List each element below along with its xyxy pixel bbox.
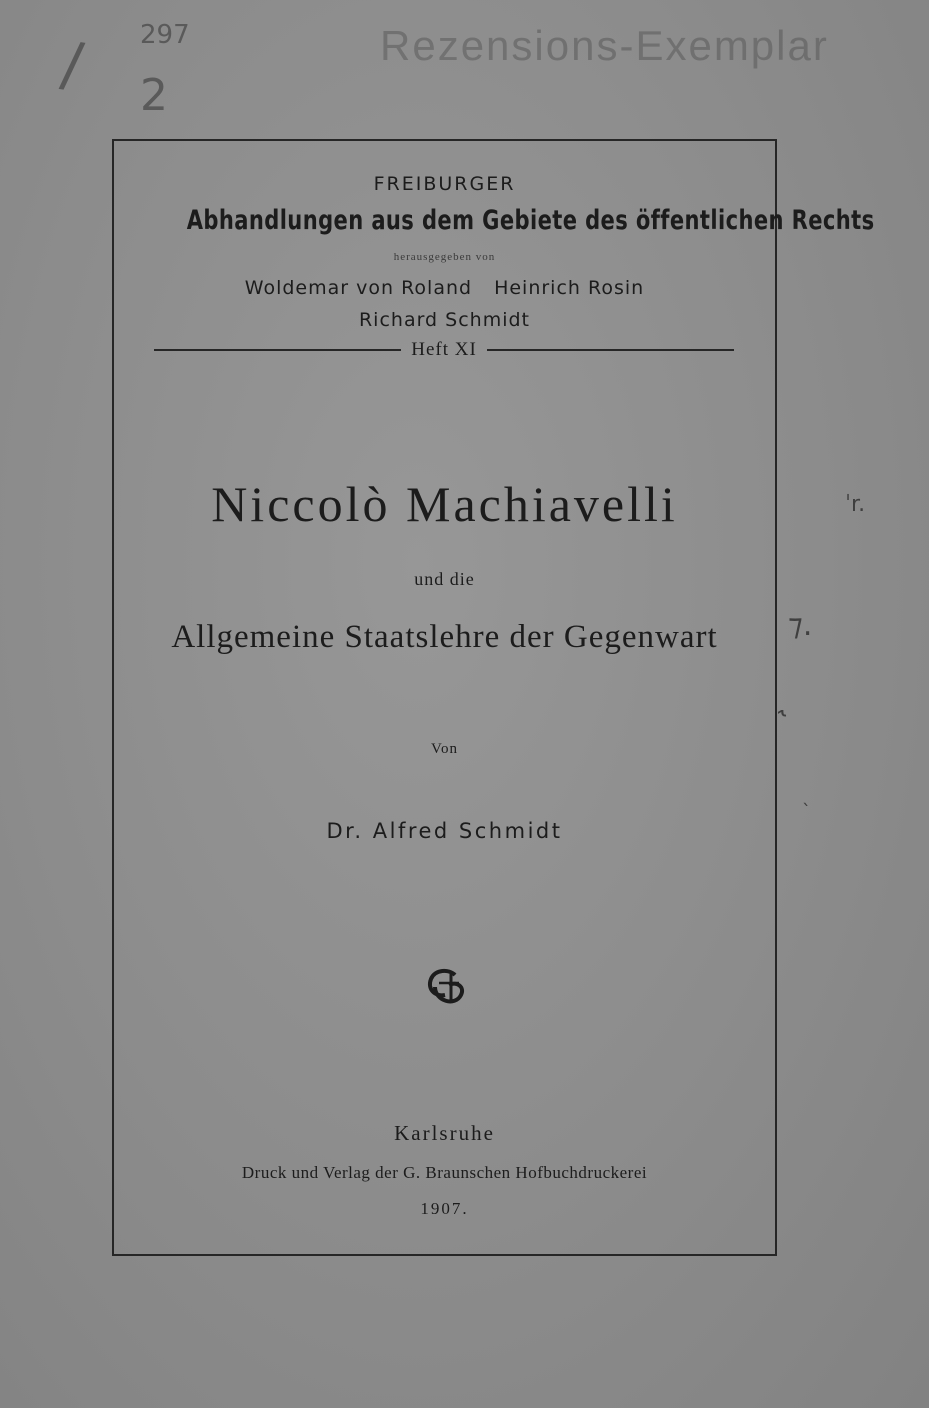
- by-label: Von: [431, 741, 458, 757]
- editor-note: herausgegeben von: [393, 251, 496, 263]
- divider-left: [154, 349, 401, 351]
- divider-right: [487, 349, 734, 351]
- editors-line: [114, 277, 775, 299]
- book-title: Niccolò Machiavelli: [211, 476, 678, 532]
- pencil-mark-left: /: [57, 28, 87, 102]
- margin-pencil-mark: ⁊.: [788, 608, 813, 643]
- publisher-monogram-icon: [421, 963, 469, 1011]
- pencil-mark-digit: 2: [140, 70, 168, 121]
- margin-pencil-mark: ˞: [778, 700, 786, 728]
- publisher-name: Druck und Verlag der G. Braunschen Hofbuchdruckerei: [241, 1163, 648, 1182]
- series-title: Abhandlungen aus dem Gebiete des öffentlichen Rechts: [186, 205, 875, 236]
- volume-label: Heft XI: [411, 339, 477, 360]
- review-copy-stamp: Rezensions-Exemplar: [380, 22, 829, 69]
- author-name: Dr. Alfred Schmidt: [326, 819, 563, 843]
- publication-year: 1907.: [420, 1199, 469, 1218]
- editor-name: Woldemar von Roland: [244, 277, 473, 299]
- editor-name: Heinrich Rosin: [494, 277, 645, 299]
- publication-place: Karlsruhe: [394, 1121, 495, 1145]
- volume-row: [144, 339, 744, 361]
- title-connector: und die: [414, 569, 475, 589]
- series-label: FREIBURGER: [373, 173, 516, 195]
- editor-name: Richard Schmidt: [358, 309, 531, 331]
- margin-pencil-mark: ˈr.: [845, 492, 866, 517]
- book-subtitle: Allgemeine Staatslehre der Gegenwart: [171, 619, 718, 655]
- margin-pencil-mark: ˎ: [802, 786, 811, 807]
- pencil-mark-number: 297: [140, 20, 190, 50]
